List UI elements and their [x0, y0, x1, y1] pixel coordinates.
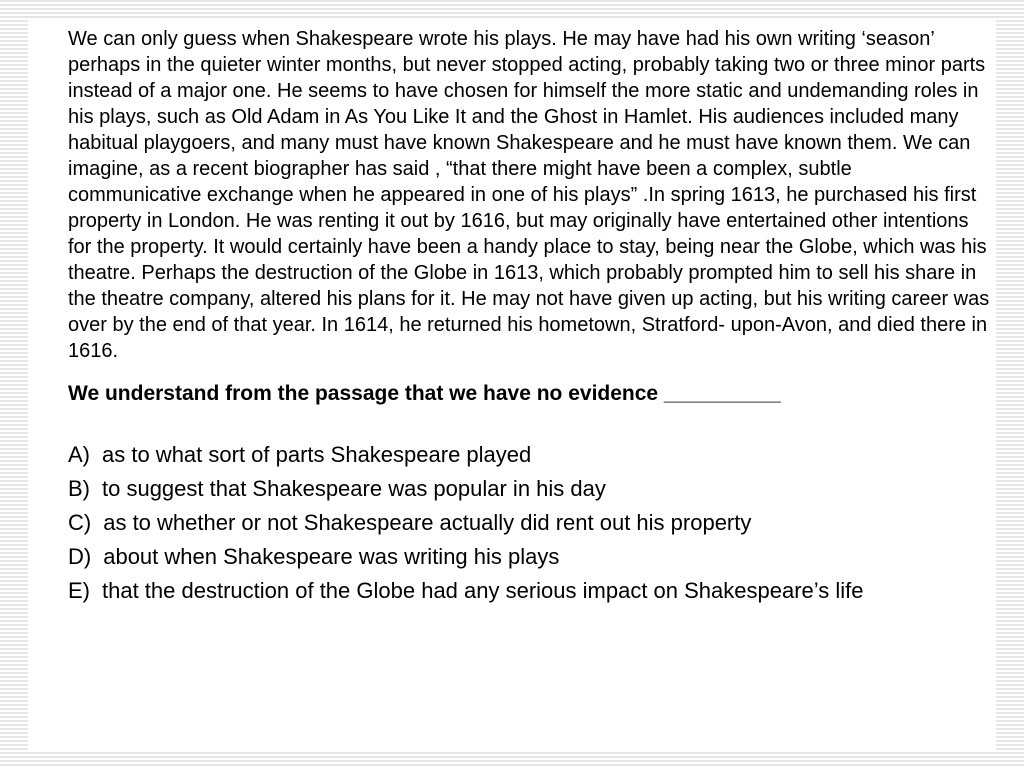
- option-e: [68, 578, 990, 604]
- answer-options: [68, 442, 990, 604]
- option-text: as to what sort of parts Shakespeare played: [102, 442, 532, 467]
- option-letter: B): [68, 476, 90, 501]
- option-d: [68, 544, 990, 570]
- option-letter: A): [68, 442, 90, 467]
- slide: [28, 18, 996, 750]
- option-a: [68, 442, 990, 468]
- option-letter: C): [68, 510, 92, 535]
- option-text: that the destruction of the Globe had any serious impact on Shakespeare’s life: [102, 578, 864, 603]
- option-text: about when Shakespeare was writing his plays: [103, 544, 560, 569]
- option-c: [68, 510, 990, 536]
- question-prompt: We understand from the passage that we have no evidence __________: [68, 382, 781, 405]
- option-letter: D): [68, 544, 92, 569]
- option-letter: E): [68, 578, 90, 603]
- slide-content: [68, 26, 990, 612]
- option-text: to suggest that Shakespeare was popular in his day: [102, 476, 606, 501]
- option-b: [68, 476, 990, 502]
- reading-passage: We can only guess when Shakespeare wrote his plays. He may have had his own writing ‘season’ perhaps in the quieter winter months, but never stopped acting, probably taking two or three minor parts instead of a major one. He seems to have chosen for himself the more static and undemanding roles in his plays, such as Old Adam in As You Like It and the Ghost in Hamlet. His audiences included many habitual playgoers, and many must have known Shakespeare and he must have known them. We can imagine, as a recent biographer has said , “that there might have been a complex, subtle communicative exchange when he appeared in one of his plays” .In spring 1613, he purchased his first property in London. He was renting it out by 1616, but may originally have entertained other intentions for the property. It would certainly have been a handy place to stay, being near the Globe, which was his theatre. Perhaps the destruction of the Globe in 1613, which probably prompted him to sell his share in the theatre company, altered his plans for it. He may not have given up acting, but his writing career was over by the end of that year. In 1614, he returned his hometown, Stratford- upon-Avon, and died there in 1616.: [68, 28, 990, 362]
- option-text: as to whether or not Shakespeare actually did rent out his property: [103, 510, 752, 535]
